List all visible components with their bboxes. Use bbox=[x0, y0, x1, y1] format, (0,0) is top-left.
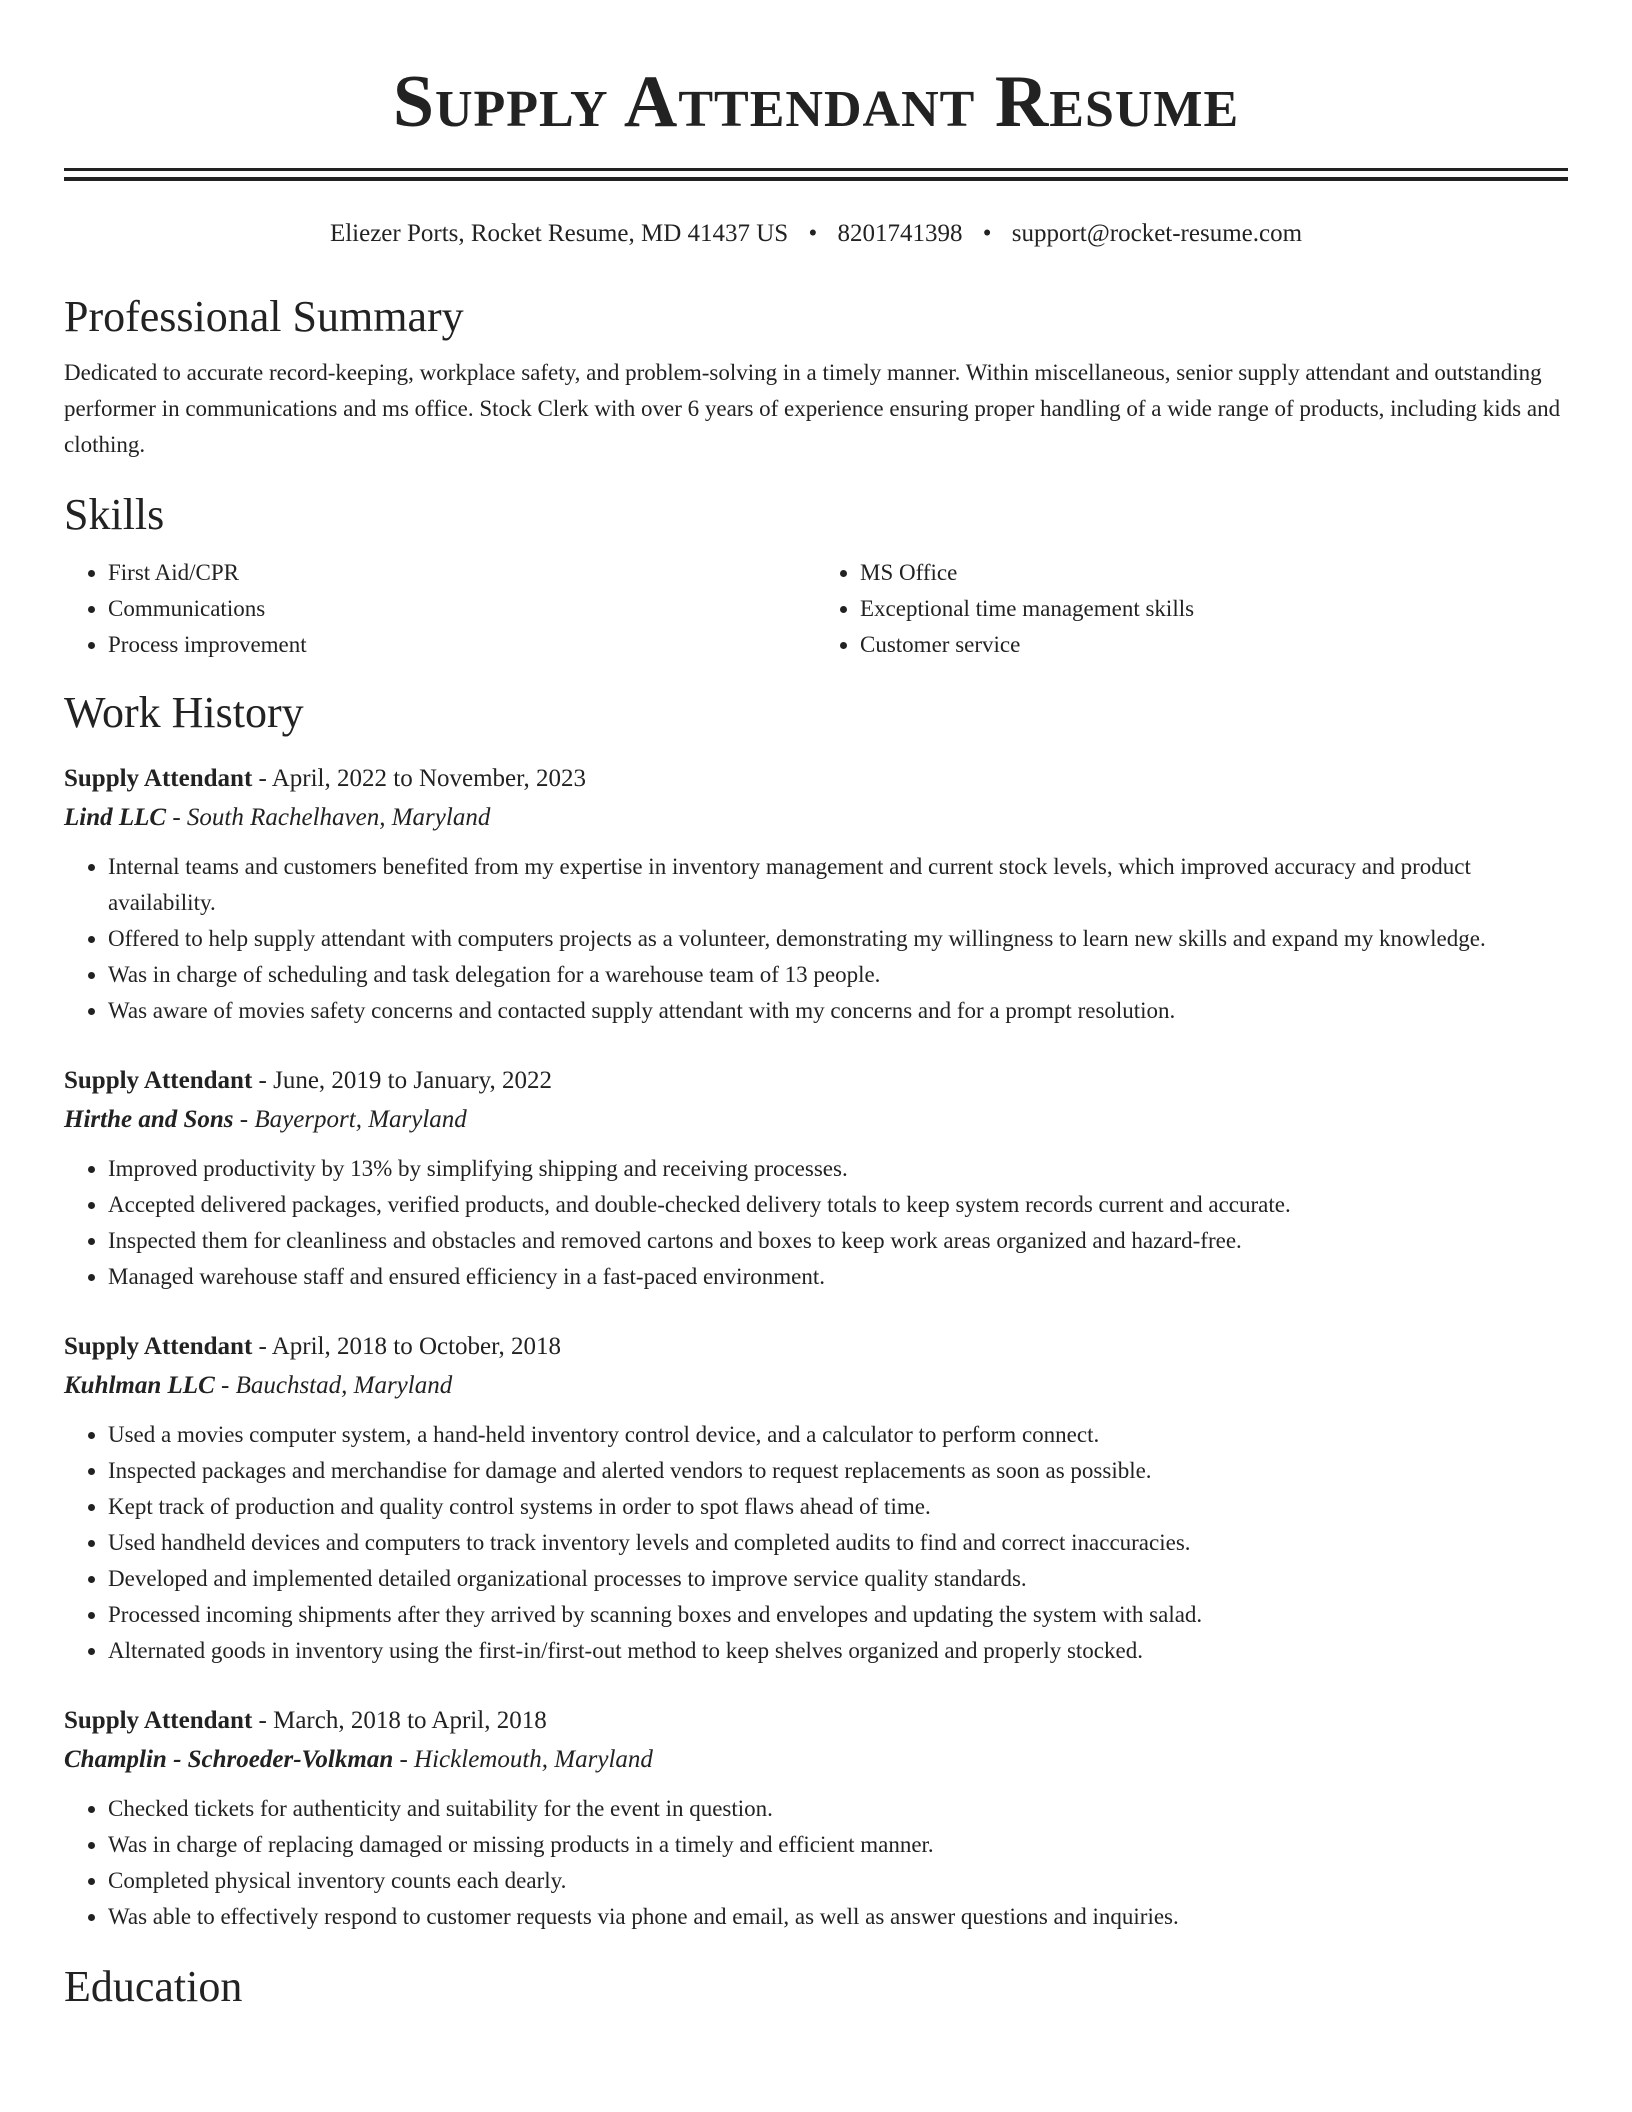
skill-item: • First Aid/CPR bbox=[108, 555, 816, 591]
contact-address: Eliezer Ports, Rocket Resume, MD 41437 US bbox=[329, 220, 789, 247]
skills-section bbox=[64, 489, 1568, 663]
job-bullet: • Kept track of production and quality control systems in order to spot flaws ahead of time. bbox=[108, 1489, 1568, 1525]
title-divider-top bbox=[64, 168, 1568, 171]
job-title-line bbox=[64, 1701, 1568, 1740]
skill-item: • Process improvement bbox=[108, 627, 816, 663]
job-entry bbox=[64, 1701, 1568, 1935]
job-bullet: • Inspected packages and merchandise for damage and alerted vendors to request replacements as soon as possible. bbox=[108, 1453, 1568, 1489]
contact-phone: 8201741398 bbox=[837, 220, 963, 247]
job-company: Hirthe and Sons bbox=[64, 1106, 234, 1133]
job-company-line bbox=[64, 1366, 1568, 1405]
work-history-section bbox=[64, 687, 1568, 1935]
job-company-line bbox=[64, 798, 1568, 837]
job-bullets bbox=[64, 1417, 1568, 1669]
job-bullet: • Checked tickets for authenticity and suitability for the event in question. bbox=[108, 1791, 1568, 1827]
job-dates: - April, 2018 to October, 2018 bbox=[258, 1333, 561, 1360]
job-bullet: • Offered to help supply attendant with computers projects as a volunteer, demonstrating my willingness to learn new skills and expand my knowledge. bbox=[108, 921, 1568, 957]
skills-list-left bbox=[64, 555, 816, 663]
summary-heading: Professional Summary bbox=[64, 292, 464, 341]
contact-email: support@rocket-resume.com bbox=[1011, 220, 1303, 247]
title-divider-bottom bbox=[64, 177, 1568, 181]
job-bullet: • Processed incoming shipments after they arrived by scanning boxes and envelopes and updating the system with salad. bbox=[108, 1597, 1568, 1633]
job-bullet: • Inspected them for cleanliness and obstacles and removed cartons and boxes to keep work areas organized and hazard-free. bbox=[108, 1223, 1568, 1259]
skill-item: • MS Office bbox=[860, 555, 1568, 591]
job-bullet: • Was in charge of replacing damaged or missing products in a timely and efficient manner. bbox=[108, 1827, 1568, 1863]
job-role: Supply Attendant bbox=[64, 765, 253, 792]
summary-text: Dedicated to accurate record-keeping, workplace safety, and problem-solving in a timely manner. Within miscellaneous, senior supply attendant and outstanding performer in communications and ms office. Stock Clerk with over 6 years of experience ensuring proper handling of a wide range of products, including kids and clothing. bbox=[64, 360, 1561, 457]
work-history-heading: Work History bbox=[64, 688, 304, 737]
education-section bbox=[64, 1961, 1568, 2013]
job-role: Supply Attendant bbox=[64, 1333, 253, 1360]
skills-columns bbox=[64, 555, 1568, 663]
job-title-line bbox=[64, 1327, 1568, 1366]
job-bullet: • Accepted delivered packages, verified products, and double-checked delivery totals to keep system records current and accurate. bbox=[108, 1187, 1568, 1223]
summary-section bbox=[64, 291, 1568, 463]
contact-separator: • bbox=[982, 220, 992, 247]
job-location: - South Rachelhaven, Maryland bbox=[172, 804, 491, 831]
job-bullet: • Improved productivity by 13% by simplifying shipping and receiving processes. bbox=[108, 1151, 1568, 1187]
job-role: Supply Attendant bbox=[64, 1067, 253, 1094]
job-entry bbox=[64, 1327, 1568, 1669]
job-location: - Bauchstad, Maryland bbox=[221, 1372, 453, 1399]
job-bullet: • Used a movies computer system, a hand-held inventory control device, and a calculator to perform connect. bbox=[108, 1417, 1568, 1453]
job-bullet: • Managed warehouse staff and ensured efficiency in a fast-paced environment. bbox=[108, 1259, 1568, 1295]
job-bullet: • Used handheld devices and computers to track inventory levels and completed audits to find and correct inaccuracies. bbox=[108, 1525, 1568, 1561]
job-company: Lind LLC bbox=[64, 804, 167, 831]
job-bullets bbox=[64, 1151, 1568, 1295]
job-bullet: • Was able to effectively respond to customer requests via phone and email, as well as answer questions and inquiries. bbox=[108, 1899, 1568, 1935]
job-title-line bbox=[64, 759, 1568, 798]
skill-item: • Exceptional time management skills bbox=[860, 591, 1568, 627]
skill-item: • Communications bbox=[108, 591, 816, 627]
job-bullet: • Alternated goods in inventory using the first-in/first-out method to keep shelves organized and properly stocked. bbox=[108, 1633, 1568, 1669]
job-dates: - April, 2022 to November, 2023 bbox=[258, 765, 586, 792]
job-dates: - June, 2019 to January, 2022 bbox=[258, 1067, 553, 1094]
job-bullets bbox=[64, 849, 1568, 1029]
education-heading: Education bbox=[64, 1962, 243, 2011]
job-company: Kuhlman LLC bbox=[64, 1372, 215, 1399]
job-bullet: • Was aware of movies safety concerns and contacted supply attendant with my concerns and for a prompt resolution. bbox=[108, 993, 1568, 1029]
job-bullet: • Internal teams and customers benefited from my expertise in inventory management and current stock levels, which improved accuracy and product availability. bbox=[108, 849, 1568, 921]
job-entry bbox=[64, 1061, 1568, 1295]
skills-heading: Skills bbox=[64, 490, 165, 539]
job-bullets bbox=[64, 1791, 1568, 1935]
job-role: Supply Attendant bbox=[64, 1707, 253, 1734]
job-company-line bbox=[64, 1100, 1568, 1139]
job-company-line bbox=[64, 1740, 1568, 1779]
job-title-line bbox=[64, 1061, 1568, 1100]
contact-line bbox=[64, 217, 1568, 251]
contact-separator: • bbox=[808, 220, 818, 247]
job-entry bbox=[64, 759, 1568, 1029]
job-bullet: • Completed physical inventory counts each dearly. bbox=[108, 1863, 1568, 1899]
skills-list-right bbox=[816, 555, 1568, 663]
job-location: - Hicklemouth, Maryland bbox=[399, 1746, 653, 1773]
job-company: Champlin - Schroeder-Volkman bbox=[64, 1746, 394, 1773]
job-dates: - March, 2018 to April, 2018 bbox=[258, 1707, 547, 1734]
job-location: - Bayerport, Maryland bbox=[239, 1106, 467, 1133]
job-bullet: • Developed and implemented detailed organizational processes to improve service quality standards. bbox=[108, 1561, 1568, 1597]
job-bullet: • Was in charge of scheduling and task delegation for a warehouse team of 13 people. bbox=[108, 957, 1568, 993]
skill-item: • Customer service bbox=[860, 627, 1568, 663]
resume-title: Supply Attendant Resume bbox=[392, 61, 1240, 143]
